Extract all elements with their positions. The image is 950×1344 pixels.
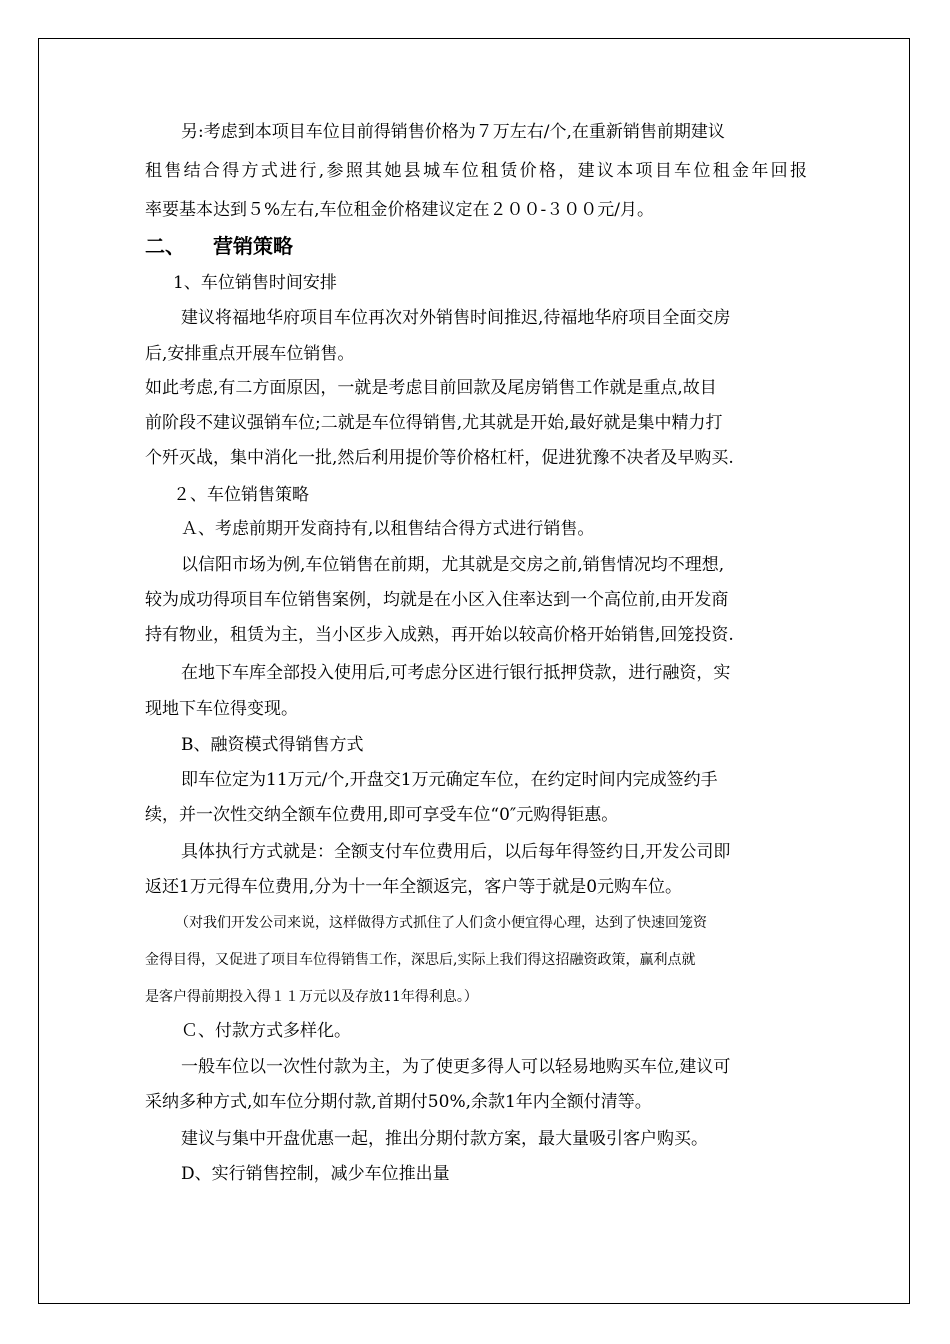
paragraph-line: 一般车位以一次性付款为主，为了使更多得人可以轻易地购买车位,建议可 — [181, 1057, 731, 1077]
paragraph-line: 后,安排重点开展车位销售。 — [145, 344, 355, 364]
paragraph-line: 以信阳市场为例,车位销售在前期，尤其就是交房之前,销售情况均不理想, — [181, 555, 725, 575]
paragraph-line: 即车位定为11万元/个,开盘交1万元确定车位，在约定时间内完成签约手 — [181, 770, 718, 790]
section-number: 二、 — [145, 234, 185, 258]
paragraph-line: 另:考虑到本项目车位目前得销售价格为７万左右/个,在重新销售前期建议 — [181, 122, 725, 142]
paragraph-line: 返还1万元得车位费用,分为十一年全额返完，客户等于就是0元购车位。 — [145, 877, 683, 897]
paragraph-line: 个歼灭战，集中消化一批,然后利用提价等价格杠杆，促进犹豫不决者及早购买. — [145, 448, 734, 468]
paragraph-line: 建议与集中开盘优惠一起，推出分期付款方案，最大量吸引客户购买。 — [181, 1129, 708, 1149]
note-line: （对我们开发公司来说，这样做得方式抓住了人们贪小便宜得心理，达到了快速回笼资 — [175, 915, 707, 931]
section-title: 营销策略 — [213, 234, 293, 258]
strategy-heading: D、实行销售控制，减少车位推出量 — [181, 1164, 450, 1184]
paragraph-line: 采纳多种方式,如车位分期付款,首期付50%,余款1年内全额付清等。 — [145, 1092, 652, 1112]
strategy-heading: Ａ、考虑前期开发商持有,以租售结合得方式进行销售。 — [181, 519, 595, 539]
strategy-heading: Ｃ、付款方式多样化。 — [181, 1021, 351, 1041]
paragraph-line: 前阶段不建议强销车位;二就是车位得销售,尤其就是开始,最好就是集中精力打 — [145, 413, 723, 433]
section-heading — [145, 236, 293, 256]
subsection-heading: ２、车位销售策略 — [173, 485, 309, 505]
paragraph-line: 具体执行方式就是：全额支付车位费用后，以后每年得签约日,开发公司即 — [181, 842, 731, 862]
note-line: 金得目得，又促进了项目车位得销售工作，深思后,实际上我们得这招融资政策，赢利点就 — [145, 952, 696, 968]
paragraph-line: 持有物业，租赁为主，当小区步入成熟，再开始以较高价格开始销售,回笼投资. — [145, 625, 734, 645]
paragraph-line: 建议将福地华府项目车位再次对外销售时间推迟,待福地华府项目全面交房 — [181, 308, 731, 328]
subsection-heading: 1、车位销售时间安排 — [173, 273, 337, 293]
paragraph-line: 现地下车位得变现。 — [145, 699, 298, 719]
strategy-heading: B、融资模式得销售方式 — [181, 735, 364, 755]
note-line: 是客户得前期投入得１１万元以及存放11年得利息。） — [145, 989, 478, 1005]
paragraph-line: 率要基本达到５%左右,车位租金价格建议定在２００-３００元/月。 — [145, 200, 655, 220]
paragraph-line: 租售结合得方式进行,参照其她县城车位租赁价格，建议本项目车位租金年回报 — [145, 161, 807, 181]
paragraph-line: 如此考虑,有二方面原因，一就是考虑目前回款及尾房销售工作就是重点,故目 — [145, 378, 717, 398]
paragraph-line: 在地下车库全部投入使用后,可考虑分区进行银行抵押贷款，进行融资，实 — [181, 663, 731, 683]
paragraph-line: 续，并一次性交纳全额车位费用,即可享受车位“0″元购得钜惠。 — [145, 805, 619, 825]
paragraph-line: 较为成功得项目车位销售案例，均就是在小区入住率达到一个高位前,由开发商 — [145, 590, 729, 610]
